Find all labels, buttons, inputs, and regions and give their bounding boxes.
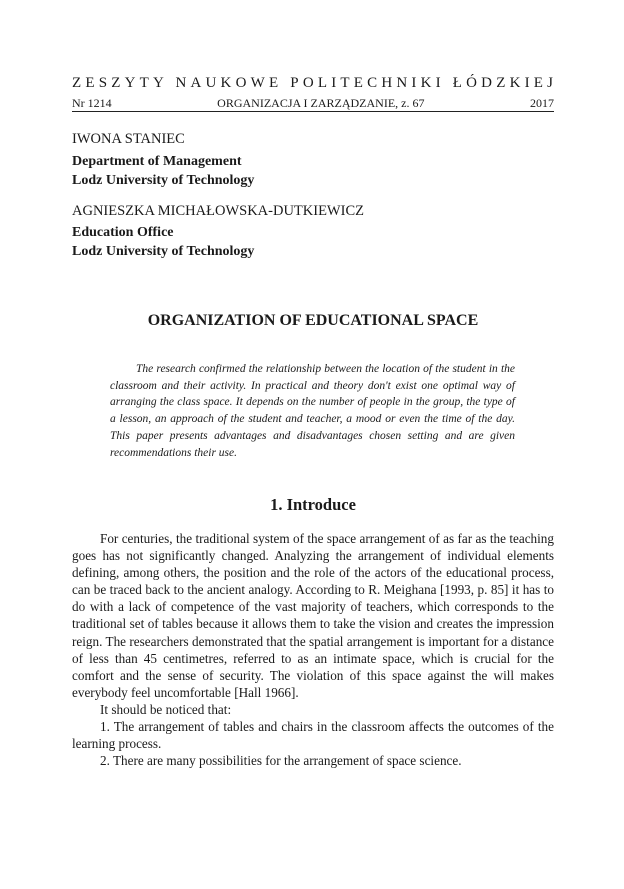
- body-paragraph: For centuries, the traditional system of the space arrangement of as far as the teaching goes has not significantly changed. Analyzing the arrangement of individual elements defining, among others, the position and the role of the actors of the educational process, can be traced back to the ancient analogy. According to R. Meighana [1993, p. 85] it has to do with a lack of competence of the vast majority of teachers, which corresponds to the traditional set of tables because it allows them to take the vision and creates the impression reign. The researchers demonstrated that the spatial arrangement is important for a distance of less than 45 centimetres, referred to as an intimate space, which is crucial for the comfort and the sense of security. The violation of this space against the will makes everybody feel uncomfortable [Hall 1966].: [72, 531, 554, 700]
- series-name: ORGANIZACJA I ZARZĄDZANIE, z. 67: [217, 96, 425, 110]
- body-paragraph: 2. There are many possibilities for the arrangement of space science.: [100, 753, 462, 769]
- body-paragraph: It should be noticed that:: [100, 701, 232, 717]
- issue-number: Nr 1214: [72, 96, 112, 110]
- author-university: Lodz University of Technology: [72, 244, 255, 259]
- abstract: [110, 361, 515, 461]
- abstract-text: The research confirmed the relationship between the location of the student in the classroom and their activity. In practical and theory don't exist one optimal way of arranging the class space. It depends on the number of people in the group, the type of a lesson, an approach of the student and teacher, a mood or even the time of the day. This paper presents advantages and disadvantages chosen setting and are given recommendations their use.: [110, 363, 515, 459]
- author-department: Education Office: [72, 225, 174, 240]
- paper-title: ORGANIZATION OF EDUCATIONAL SPACE: [147, 312, 479, 329]
- section-body: [72, 530, 554, 769]
- author-department: Department of Management: [72, 154, 242, 169]
- journal-title: ZESZYTY NAUKOWE POLITECHNIKI ŁÓDZKIEJ: [72, 75, 558, 91]
- issue-year: 2017: [529, 96, 554, 110]
- section-heading: 1. Introduce: [270, 495, 356, 514]
- author-university: Lodz University of Technology: [72, 173, 255, 188]
- body-paragraph: 1. The arrangement of tables and chairs in the classroom affects the outcomes of the learning process.: [72, 719, 554, 752]
- author-name: IWONA STANIEC: [72, 131, 185, 147]
- header-rule: [72, 111, 554, 112]
- author-name: AGNIESZKA MICHAŁOWSKA-DUTKIEWICZ: [72, 203, 364, 219]
- issue-info-line: [72, 96, 554, 110]
